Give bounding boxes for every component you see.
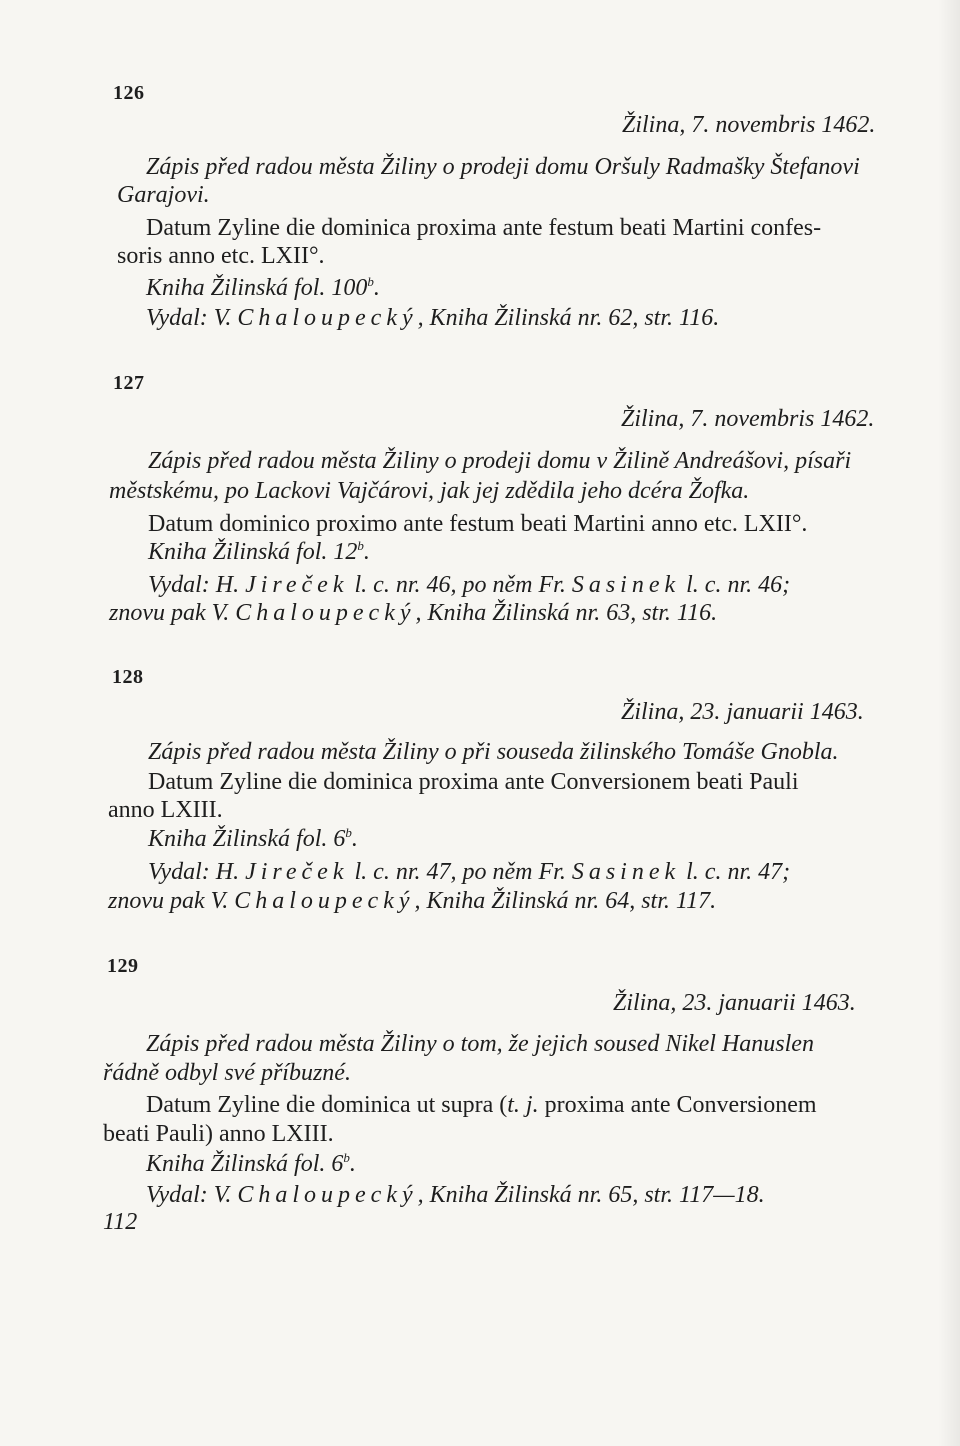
edition-prefix: Vydal: H. xyxy=(148,572,246,598)
edition-prefix: Vydal: H. xyxy=(148,859,246,885)
entry-edition xyxy=(148,570,790,600)
edition-prefix: znovu pak V. xyxy=(108,888,235,914)
datum-text: proxima ante Conversionem xyxy=(538,1092,817,1118)
entry-datum-line: beati Pauli) anno LXIII. xyxy=(103,1121,334,1147)
source-sup: b xyxy=(367,274,374,289)
edition-mid: l. c. nr. 47, po něm Fr. xyxy=(348,859,572,885)
editor-name: Chaloupecký xyxy=(234,888,415,914)
entry-number: 128 xyxy=(112,666,144,688)
entry-source: Kniha Žilinská fol. 100$^b$. xyxy=(146,274,380,301)
edition-prefix: znovu pak V. xyxy=(109,600,236,626)
edition-rest: , Kniha Žilinská nr. 65, str. 117—18. xyxy=(417,1182,765,1208)
entry-datum-line xyxy=(146,1090,817,1120)
edition-prefix: Vydal: V. xyxy=(146,1182,238,1208)
entry-regest-line: Zápis před radou města Žiliny o prodeji domu Oršuly Radmašky Štefanovi xyxy=(146,154,860,180)
editor-name: Jireček xyxy=(245,572,349,598)
entry-datum-line: Datum Zyline die dominica proxima ante festum beati Martini confes- xyxy=(146,215,822,241)
editor-name: Chaloupecký xyxy=(235,600,416,626)
entry-edition-continued xyxy=(109,598,717,628)
entry-regest-line: městskému, po Lackovi Vajčárovi, jak jej zdědila jeho dcéra Žofka. xyxy=(109,478,750,504)
entry-regest-line: Zápis před radou města Žiliny o při souseda žilinského Tomáše Gnobla. xyxy=(148,739,839,765)
entry-regest-line: Garajovi. xyxy=(117,182,210,208)
entry-datum-line: Datum dominico proximo ante festum beati Martini anno etc. LXII°. xyxy=(148,511,808,537)
entry-number: 126 xyxy=(113,82,145,104)
source-text: Kniha Žilinská fol. 100 xyxy=(146,275,368,301)
source-text: Kniha Žilinská fol. 12 xyxy=(148,539,358,565)
source-sup: b xyxy=(345,825,352,840)
edition-mid: l. c. nr. 46, po něm Fr. xyxy=(348,572,572,598)
entry-edition xyxy=(148,857,790,887)
entry-date: Žilina, 23. januarii 1463. xyxy=(621,699,864,725)
source-text: Kniha Žilinská fol. 6 xyxy=(148,826,346,852)
entry-edition-continued xyxy=(108,886,716,916)
source-sup: b xyxy=(357,538,364,553)
edition-rest: l. c. nr. 46; xyxy=(680,572,791,598)
datum-text: Datum Zyline die dominica ut supra ( xyxy=(146,1092,508,1118)
editor-name: Chaloupecký xyxy=(237,305,418,331)
source-text: Kniha Žilinská fol. 6 xyxy=(146,1151,344,1177)
entry-date: Žilina, 7. novembris 1462. xyxy=(622,112,876,138)
editor-name: Chaloupecký xyxy=(237,1182,418,1208)
entry-date: Žilina, 7. novembris 1462. xyxy=(621,406,875,432)
page-number: 112 xyxy=(103,1209,138,1235)
datum-abbreviation: t. j. xyxy=(507,1092,539,1118)
editor-name-2: Sasinek xyxy=(571,572,681,598)
entry-source: Kniha Žilinská fol. 6$^b$. xyxy=(146,1150,356,1177)
entry-datum-line: soris anno etc. LXII°. xyxy=(117,243,325,269)
source-sup: b xyxy=(343,1150,350,1165)
entry-edition xyxy=(146,1180,765,1210)
entry-regest-line: Zápis před radou města Žiliny o tom, že jejich soused Nikel Hanuslen xyxy=(146,1031,814,1057)
editor-name: Jireček xyxy=(245,859,349,885)
entry-edition xyxy=(146,303,719,333)
edition-prefix: Vydal: V. xyxy=(146,305,238,331)
entry-datum-line: Datum Zyline die dominica proxima ante Conversionem beati Pauli xyxy=(148,769,799,795)
entry-number: 127 xyxy=(113,372,145,394)
edition-rest: , Kniha Žilinská nr. 64, str. 117. xyxy=(414,888,717,914)
page-edge-shadow xyxy=(938,0,960,1446)
entry-source: Kniha Žilinská fol. 12$^b$. xyxy=(148,538,370,565)
edition-rest: , Kniha Žilinská nr. 62, str. 116. xyxy=(417,305,720,331)
entry-source: Kniha Žilinská fol. 6$^b$. xyxy=(148,825,358,852)
entry-number: 129 xyxy=(107,955,139,977)
entry-regest-line: Zápis před radou města Žiliny o prodeji domu v Žilině Andreášovi, písaři xyxy=(148,448,852,474)
edition-rest: l. c. nr. 47; xyxy=(680,859,791,885)
entry-date: Žilina, 23. januarii 1463. xyxy=(613,990,856,1016)
editor-name-2: Sasinek xyxy=(571,859,681,885)
entry-datum-line: anno LXIII. xyxy=(108,797,223,823)
edition-rest: , Kniha Žilinská nr. 63, str. 116. xyxy=(415,600,718,626)
entry-regest-line: řádně odbyl své příbuzné. xyxy=(103,1060,351,1086)
